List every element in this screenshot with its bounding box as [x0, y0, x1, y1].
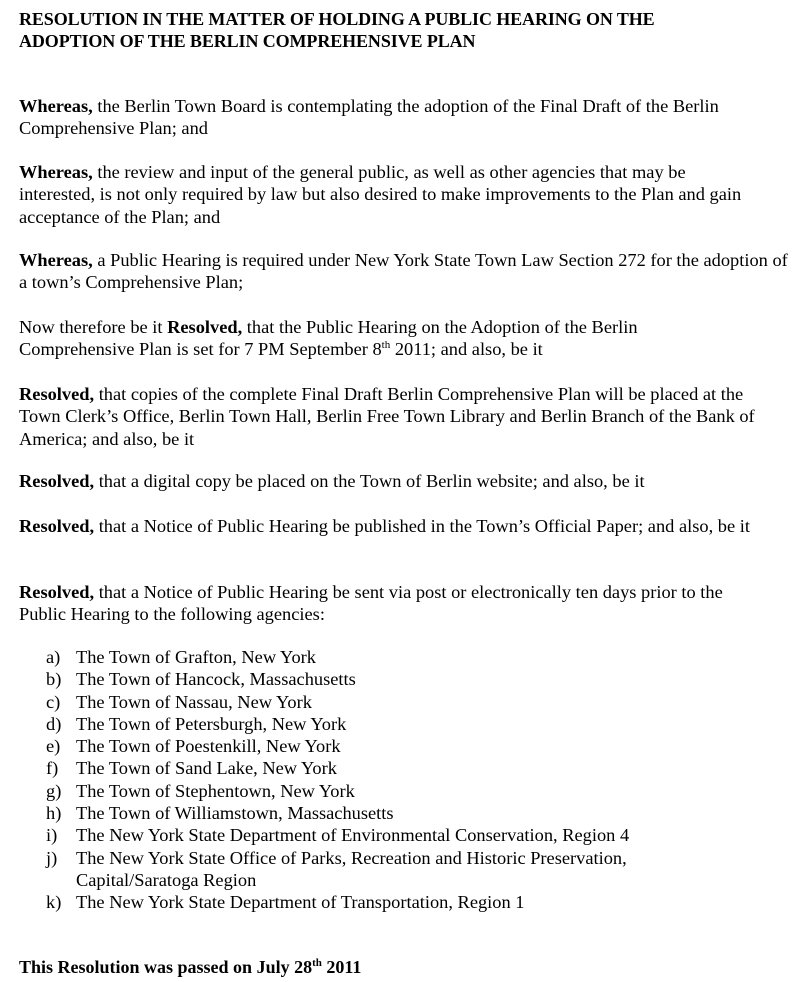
list-item	[46, 691, 786, 713]
list-item	[46, 668, 786, 690]
list-item	[46, 735, 786, 757]
resolved-paragraph-hearing-date	[19, 316, 699, 361]
title-line-2: ADOPTION OF THE BERLIN COMPREHENSIVE PLAN	[19, 31, 476, 51]
list-item	[46, 780, 786, 802]
resolved-paragraph-digital-copy	[19, 470, 789, 492]
list-item-label: h)	[46, 803, 62, 824]
footer-post: 2011	[321, 957, 362, 977]
agency-list	[46, 646, 786, 914]
paragraph-lead: Whereas,	[19, 96, 93, 116]
document-title	[19, 8, 779, 52]
paragraph-text: a Public Hearing is required under New York State Town Law Section 272 for the adoption of a town’s Comprehensive Plan;	[19, 250, 788, 293]
paragraph-text: the Berlin Town Board is contemplating the adoption of the Final Draft of the Berlin Comprehensive Plan; and	[19, 96, 719, 139]
footer-text: This Resolution was passed on July 28	[19, 957, 313, 977]
paragraph-pre: Now therefore be it	[19, 317, 168, 337]
list-item-label: b)	[46, 669, 62, 690]
paragraph-lead: Whereas,	[19, 250, 93, 270]
paragraph-lead: Resolved,	[19, 516, 95, 536]
list-item	[46, 757, 786, 779]
ordinal-suffix: th	[381, 339, 391, 352]
paragraph-text: that a Notice of Public Hearing be sent via post or electronically ten days prior to the Public Hearing to the following agencies:	[19, 582, 723, 625]
list-item-text: The Town of Stephentown, New York	[76, 780, 355, 801]
resolved-paragraph-official-paper	[19, 515, 764, 537]
list-item	[46, 824, 786, 846]
list-item-text: The New York State Department of Transportation, Region 1	[76, 892, 525, 913]
list-item	[46, 646, 786, 668]
list-item	[46, 713, 786, 735]
paragraph-post: 2011; and also, be it	[390, 339, 543, 360]
list-item-label: c)	[46, 691, 61, 712]
list-item-label: e)	[46, 736, 61, 757]
whereas-paragraph-3	[19, 249, 789, 294]
list-item-label: a)	[46, 647, 61, 667]
list-item-text: The New York State Department of Environmental Conservation, Region 4	[76, 825, 630, 846]
paragraph-text: that a digital copy be placed on the Town of Berlin website; and also, be it	[94, 471, 645, 491]
list-item-label: i)	[46, 825, 58, 846]
title-line-1: RESOLUTION IN THE MATTER OF HOLDING A PUBLIC HEARING ON THE	[19, 9, 655, 29]
list-item-text: The Town of Sand Lake, New York	[76, 758, 337, 779]
resolved-paragraph-notice	[19, 581, 769, 626]
whereas-paragraph-1	[19, 95, 789, 140]
list-item-label: d)	[46, 713, 62, 734]
list-item-text: The Town of Poestenkill, New York	[76, 736, 341, 757]
resolution-passed-statement	[19, 956, 361, 978]
list-item-text: The Town of Hancock, Massachusetts	[76, 669, 356, 690]
paragraph-lead: Resolved,	[19, 384, 95, 404]
list-item	[46, 891, 786, 913]
list-item-text: The Town of Williamstown, Massachusetts	[76, 803, 394, 824]
paragraph-text: that a Notice of Public Hearing be published in the Town’s Official Paper; and also, be it	[94, 516, 750, 536]
list-item-text: The Town of Grafton, New York	[76, 647, 316, 667]
paragraph-text: that copies of the complete Final Draft Berlin Comprehensive Plan will be placed at the Town Clerk’s Office, Berlin Town Hall, Berlin Free Town Library and Berlin Branch of the Bank of America; and also, be it	[19, 384, 755, 449]
list-item-label: g)	[46, 780, 62, 801]
list-item	[46, 847, 716, 892]
paragraph-text: that the Public Hearing on the Adoption of the Berlin Comprehensive Plan is set for 7 PM September 8	[19, 317, 638, 360]
paragraph-lead: Resolved,	[19, 471, 95, 491]
whereas-paragraph-2	[19, 161, 754, 228]
paragraph-lead: Resolved,	[19, 582, 95, 602]
paragraph-lead: Whereas,	[19, 162, 93, 182]
ordinal-suffix: th	[312, 957, 322, 969]
list-item	[46, 802, 786, 824]
list-item-text: The Town of Petersburgh, New York	[76, 713, 347, 734]
list-item-text: The Town of Nassau, New York	[76, 691, 312, 712]
resolved-paragraph-copies	[19, 383, 769, 450]
paragraph-lead: Resolved,	[167, 317, 243, 337]
list-item-label: j)	[46, 847, 58, 868]
list-item-label: f)	[46, 758, 59, 779]
paragraph-text: the review and input of the general public, as well as other agencies that may be interested, is not only required by law but also desired to make improvements to the Plan and gain acceptance of the Plan; and	[19, 162, 742, 227]
list-item-text: The New York State Office of Parks, Recreation and Historic Preservation, Capital/Saratoga Region	[76, 847, 627, 890]
list-item-label: k)	[46, 892, 62, 913]
